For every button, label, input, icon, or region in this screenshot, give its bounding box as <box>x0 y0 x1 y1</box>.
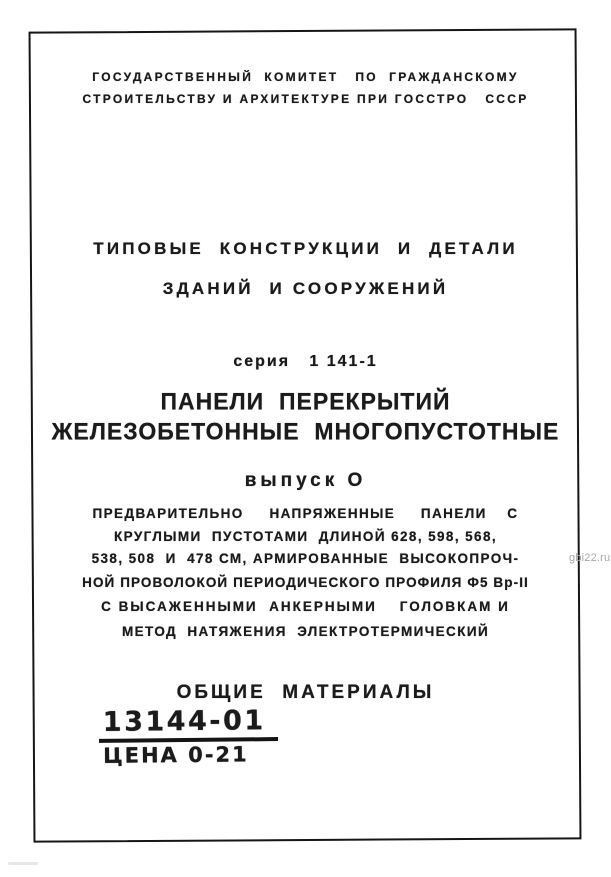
series-number-label: серия 1 141-1 <box>233 353 378 370</box>
committee-header-line-1: ГОСУДАРСТВЕННЫЙ КОМИТЕТ ПО ГРАЖДАНСКОМУ <box>92 70 519 84</box>
document-number: 13144-01 <box>99 705 278 743</box>
series-title-line-1: ТИПОВЫЕ КОНСТРУКЦИИ И ДЕТАЛИ <box>93 239 518 258</box>
site-watermark: gbi22.ru <box>569 552 611 564</box>
series-title-line-2: ЗДАНИЙ И СООРУЖЕНИЙ <box>162 279 449 298</box>
main-title-line-1: ПАНЕЛИ ПЕРЕКРЫТИЙ <box>160 387 451 415</box>
committee-header-line-2: СТРОИТЕЛЬСТВУ И АРХИТЕКТУРЕ ПРИ ГОССТРО СССР <box>82 92 529 106</box>
description-line-6: МЕТОД НАТЯЖЕНИЯ ЭЛЕКТРОТЕРМИЧЕСКИЙ <box>121 624 490 639</box>
description-line-4: НОЙ ПРОВОЛОКОЙ ПЕРИОДИЧЕСКОГО ПРОФИЛЯ Ф5 Вр-II <box>82 575 529 590</box>
materials-section-label: ОБЩИЕ МАТЕРИАЛЫ <box>176 682 435 703</box>
document-number-stamp <box>99 705 278 768</box>
description-line-2: КРУГЛЫМИ ПУСТОТАМИ ДЛИНОЙ 628, 598, 568, <box>113 529 498 544</box>
description-line-5: С ВЫСАЖЕННЫМИ АНКЕРНЫМИ ГОЛОВКАМ И <box>101 599 510 614</box>
issue-label: выпуск О <box>244 470 367 491</box>
description-line-3: 538, 508 И 478 СМ, АРМИРОВАННЫЕ ВЫСОКОПРОЧ- <box>91 551 520 566</box>
description-line-1: ПРЕДВАРИТЕЛЬНО НАПРЯЖЕННЫЕ ПАНЕЛИ С <box>92 506 519 521</box>
scan-artifact-smudge <box>8 862 38 865</box>
main-title-line-2: ЖЕЛЕЗОБЕТОННЫЕ МНОГОПУСТОТНЫЕ <box>51 417 560 445</box>
price-label: ЦЕНА 0-21 <box>103 742 249 768</box>
